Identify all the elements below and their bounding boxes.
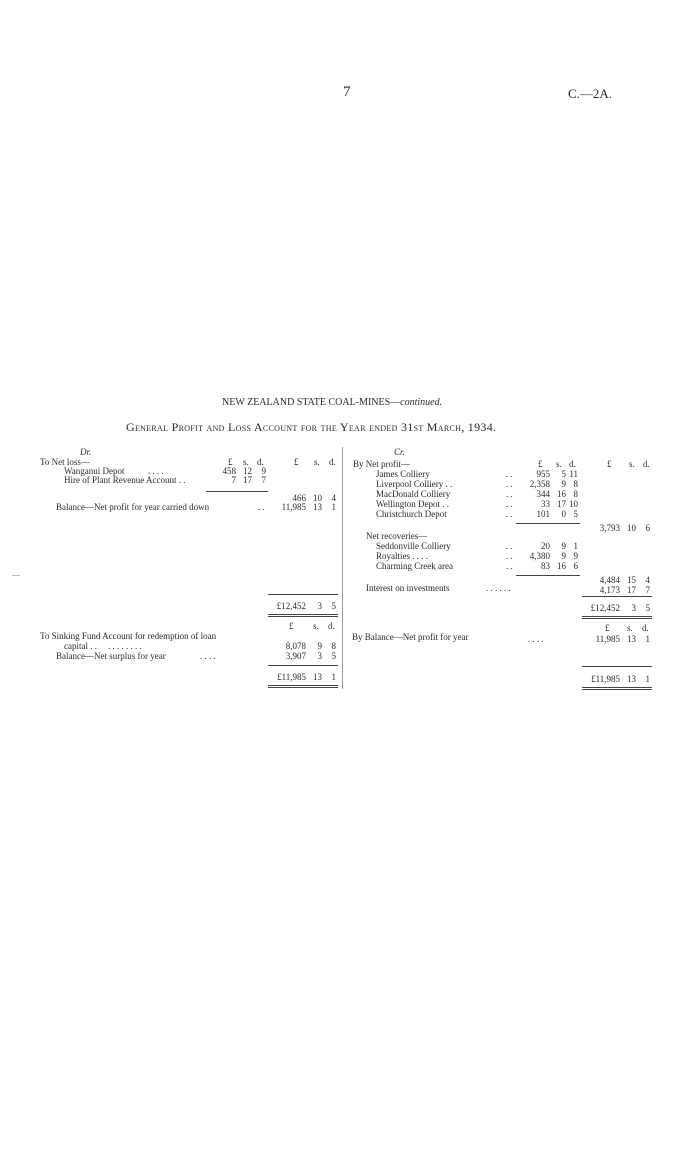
dr-outer-pound-header: £ [294, 457, 299, 467]
cr-item-pounds: 33 [541, 499, 550, 509]
cr-outer-shilling-header: s. [629, 459, 635, 469]
cr-part2-pence-header: d. [642, 623, 649, 633]
dr-item-shillings: 12 [243, 466, 252, 476]
cr-recoveries-rule [516, 575, 580, 576]
cr-outer-pence-header: d. [643, 459, 650, 469]
document-reference: C.—2A. [568, 86, 613, 101]
cr-recovery-pounds: 83 [541, 561, 550, 571]
cr-recovery-shillings: 16 [557, 561, 566, 571]
cr-net-profit-total-pence: 6 [645, 523, 650, 533]
dr-net-loss-total-pence: 4 [331, 493, 336, 503]
cr-part2-double-rule [582, 687, 652, 690]
dr-part2-shilling-header: s. [313, 621, 319, 631]
cr-balance-pounds: 11,985 [595, 634, 620, 644]
cr-net-recoveries-label: Net recoveries— [366, 531, 428, 541]
dr-part2-total-pence: 1 [331, 672, 336, 682]
dr-item-label: Hire of Plant Revenue Account . . [64, 475, 186, 485]
cr-item-label: MacDonald Colliery [376, 489, 451, 499]
dr-part2-pound-header: £ [289, 621, 294, 631]
cr-item-label: Wellington Depot . . [376, 499, 450, 509]
cr-recovery-pence: 9 [573, 551, 578, 561]
dr-total-double-rule [268, 614, 338, 617]
dr-item-pence: 9 [261, 466, 266, 476]
dr-net-loss-total-shillings: 10 [313, 493, 322, 503]
page-number: 7 [343, 84, 351, 100]
cr-item-shillings: 9 [561, 479, 566, 489]
dr-surplus-pounds: 3,907 [285, 651, 306, 661]
dr-item-pence: 7 [261, 475, 266, 485]
dr-balance-dots: . . [258, 502, 265, 512]
cr-item-pounds: 955 [536, 469, 550, 479]
dr-part2-total-pounds: £11,985 [277, 672, 306, 682]
cr-item-label: Liverpool Colliery . . [376, 479, 453, 489]
section-title [222, 397, 442, 408]
dr-part2-pence-header: d. [328, 621, 335, 631]
dr-grand-total-shillings: 3 [317, 601, 322, 611]
cr-item-label: James Colliery [376, 469, 430, 479]
dr-sinking-fund-dots: . . . . . . . . [108, 641, 142, 651]
cr-grand-total-pence: 5 [645, 603, 650, 613]
dr-surplus-label: Balance—Net surplus for year [56, 651, 166, 661]
dr-grand-total-pence: 5 [331, 601, 336, 611]
cr-part2-total-shillings: 13 [627, 674, 636, 684]
account-title: General Profit and Loss Account for the Year ended 31st March, 1934. [126, 420, 497, 434]
cr-interest-dots: . . . . . . [486, 583, 511, 593]
cr-item-dots: . . [506, 469, 513, 479]
dr-inner-shilling-header: s. [243, 457, 249, 467]
cr-total-rule [582, 596, 652, 597]
cr-balance-shillings: 13 [627, 634, 636, 644]
section-title-continued: continued. [400, 397, 443, 408]
dr-sinking-fund-label-cont: capital . . [64, 641, 97, 651]
cr-item-pounds: 101 [536, 509, 550, 519]
cr-item-pence: 8 [573, 489, 578, 499]
dr-item-pounds: 458 [222, 466, 236, 476]
cr-part2-pound-header: £ [605, 623, 610, 633]
cr-item-pence: 11 [569, 469, 578, 479]
cr-item-dots: . . [506, 479, 513, 489]
cr-recovery-shillings: 9 [561, 541, 566, 551]
cr-interest-label: Interest on investments [366, 583, 450, 593]
cr-net-profit-label: By Net profit— [353, 459, 410, 469]
section-title-main: NEW ZEALAND STATE COAL-MINES— [222, 397, 401, 408]
dr-grand-total-pounds: £12,452 [276, 601, 306, 611]
dr-inner-pound-header: £ [228, 457, 233, 467]
cr-recovery-pence: 1 [573, 541, 578, 551]
cr-item-label: Christchurch Depot [376, 509, 447, 519]
cr-part2-total-pounds: £11,985 [591, 674, 620, 684]
dr-net-loss-label: To Net loss— [40, 457, 90, 467]
cr-outer-pound-header: £ [607, 459, 612, 469]
dr-sinking-fund-pounds: 8,078 [285, 641, 306, 651]
dr-part2-rule [268, 665, 338, 666]
cr-recovery-pounds: 20 [541, 541, 550, 551]
cr-net-profit-total-pounds: 3,793 [599, 523, 620, 533]
cr-recovery-label: Seddonville Colliery [376, 541, 451, 551]
cr-item-shillings: 16 [557, 489, 566, 499]
dr-item-shillings: 17 [243, 475, 252, 485]
cr-item-shillings: 5 [561, 469, 566, 479]
dr-part2-double-rule [268, 685, 338, 688]
dr-outer-shilling-header: s. [314, 457, 320, 467]
dr-sinking-fund-label: To Sinking Fund Account for redemption of loan [40, 631, 217, 641]
dr-sinking-fund-shillings: 9 [317, 641, 322, 651]
cr-balance-dots: . . . . [528, 634, 544, 644]
cr-recoveries-total-pence: 4 [645, 575, 650, 585]
cr-recoveries-total-pounds: 4,484 [599, 575, 620, 585]
cr-inner-pence-header: d. [569, 459, 576, 469]
cr-item-shillings: 0 [561, 509, 566, 519]
dr-balance-pence: 1 [331, 502, 336, 512]
cr-recovery-dots: . . [506, 561, 513, 571]
cr-total-double-rule [582, 616, 652, 619]
dr-net-loss-rule [206, 491, 268, 492]
dr-net-loss-total-pounds: 466 [292, 493, 306, 503]
dr-item-dots: . . . . [148, 466, 164, 476]
cr-net-profit-total-shillings: 10 [627, 523, 636, 533]
cr-recoveries-total-shillings: 15 [627, 575, 636, 585]
dr-surplus-dots: . . . . [200, 651, 216, 661]
cr-recovery-label: Royalties . . . . [376, 551, 428, 561]
cr-interest-pence: 7 [645, 585, 650, 595]
cr-item-dots: . . [506, 509, 513, 519]
dr-total-rule [268, 594, 338, 595]
cr-balance-label: By Balance—Net profit for year [352, 632, 469, 642]
cr-recovery-dots: . . [506, 551, 513, 561]
cr-item-dots: . . [506, 489, 513, 499]
cr-item-pounds: 344 [536, 489, 550, 499]
cr-part2-shilling-header: s. [627, 623, 633, 633]
cr-recovery-label: Charming Creek area [376, 561, 453, 571]
dr-balance-shillings: 13 [313, 502, 322, 512]
dr-item-label: Wanganui Depot [64, 466, 125, 476]
dr-outer-pence-header: d. [329, 457, 336, 467]
cr-recovery-shillings: 9 [561, 551, 566, 561]
cr-recovery-dots: . . [506, 541, 513, 551]
cr-item-pounds: 2,358 [529, 479, 550, 489]
dr-heading: Dr. [80, 447, 92, 457]
column-divider [342, 447, 343, 689]
dr-surplus-pence: 5 [331, 651, 336, 661]
cr-item-pence: 10 [569, 499, 578, 509]
cr-item-pence: 5 [573, 509, 578, 519]
cr-item-pence: 8 [573, 479, 578, 489]
cr-item-shillings: 17 [557, 499, 566, 509]
margin-mark [12, 575, 20, 576]
dr-item-pounds: 7 [231, 475, 236, 485]
cr-item-dots: . . [506, 499, 513, 509]
cr-recovery-pence: 6 [573, 561, 578, 571]
cr-grand-total-shillings: 3 [631, 603, 636, 613]
dr-balance-label: Balance—Net profit for year carried down [56, 502, 210, 512]
cr-part2-rule [582, 666, 652, 667]
cr-part2-total-pence: 1 [645, 674, 650, 684]
cr-inner-shilling-header: s. [556, 459, 562, 469]
dr-surplus-shillings: 3 [317, 651, 322, 661]
cr-recovery-pounds: 4,380 [529, 551, 550, 561]
cr-inner-pound-header: £ [538, 459, 543, 469]
cr-interest-pounds: 4,173 [599, 585, 620, 595]
dr-sinking-fund-pence: 8 [331, 641, 336, 651]
dr-part2-total-shillings: 13 [313, 672, 322, 682]
cr-balance-pence: 1 [645, 634, 650, 644]
dr-inner-pence-header: d. [257, 457, 264, 467]
cr-grand-total-pounds: £12,452 [590, 603, 620, 613]
cr-net-profit-rule [516, 523, 580, 524]
cr-heading: Cr. [394, 447, 405, 457]
cr-interest-shillings: 17 [627, 585, 636, 595]
dr-balance-pounds: 11,985 [281, 502, 306, 512]
